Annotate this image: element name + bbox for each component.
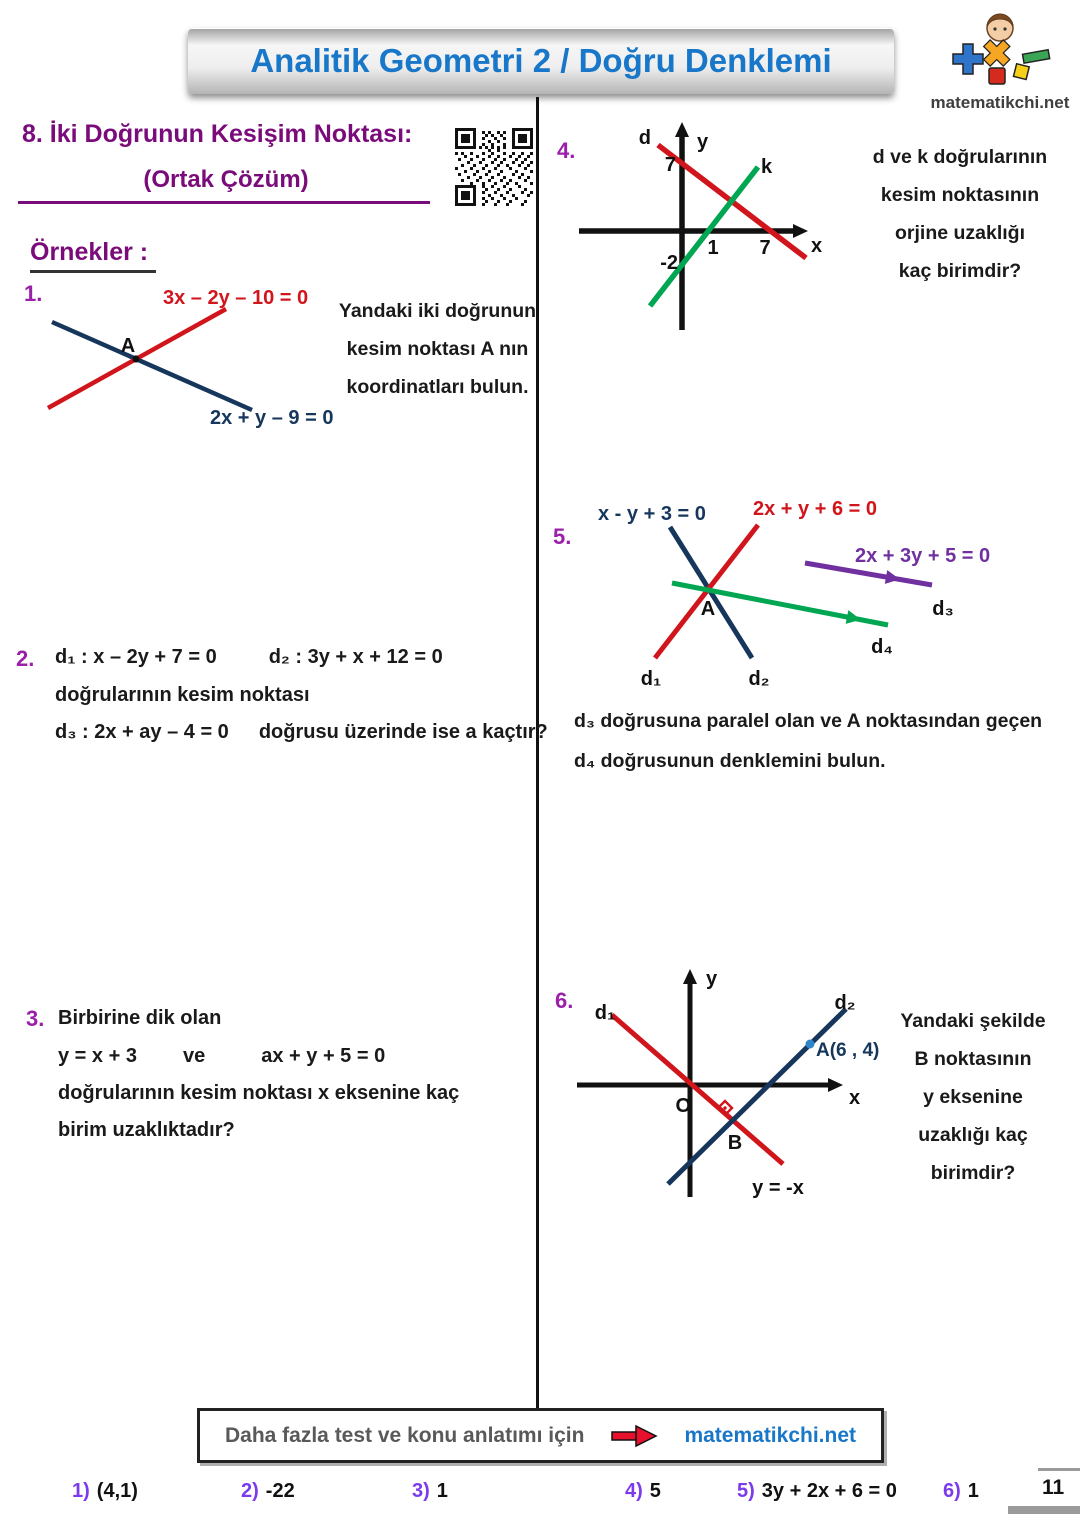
answer-1-value: (4,1) <box>96 1480 138 1502</box>
answer-4-value: 5 <box>649 1480 661 1502</box>
p2-equation-d1: d₁ : x – 2y + 7 = 0 <box>55 646 217 668</box>
problem-3-number: 3. <box>26 1006 45 1031</box>
answer-6-number: 6) <box>943 1480 961 1502</box>
p2-question: doğrusu üzerinde ise a kaçtır? <box>258 721 548 743</box>
section-underline <box>18 201 430 204</box>
answer-5 <box>737 1480 897 1503</box>
p6-text-line4: uzaklığı kaç <box>918 1124 1028 1146</box>
footer-site-link: matematikchi.net <box>684 1423 856 1447</box>
answer-2-value: -22 <box>265 1480 295 1502</box>
problem-6-number: 6. <box>555 988 574 1013</box>
p4-k-label: k <box>761 156 773 178</box>
p4-text-line1: d ve k doğrularının <box>872 146 1048 168</box>
footer-text: Daha fazla test ve konu anlatımı için <box>224 1423 585 1447</box>
p6-text-line3: y eksenine <box>923 1086 1023 1108</box>
p1-point-a-label: A <box>120 335 136 357</box>
answer-6-value: 1 <box>967 1480 979 1502</box>
answer-4-number: 4) <box>625 1480 643 1502</box>
p1-navy-line <box>52 322 252 410</box>
p4-y-arrow <box>675 122 689 137</box>
answer-4 <box>625 1480 661 1503</box>
p5-text-line1: d₃ doğrusuna paralel olan ve A noktasından geçen <box>574 710 1043 732</box>
p1-text <box>330 292 545 406</box>
logo-site-text: matematikchi.net <box>930 93 1070 112</box>
answer-1 <box>72 1480 138 1503</box>
p6-line-d1 <box>612 1015 783 1164</box>
answer-5-value: 3y + 2x + 6 = 0 <box>761 1480 897 1502</box>
p6-diagram <box>575 965 875 1205</box>
section-title: 8. İki Doğrunun Kesişim Noktası: <box>22 120 413 148</box>
p3-line4: birim uzaklıktadır? <box>58 1119 235 1141</box>
p3-equation-2: ax + y + 5 = 0 <box>261 1045 386 1067</box>
p5-d4-label: d₄ <box>871 636 893 658</box>
page-number: 11 <box>1042 1476 1065 1499</box>
problem-4-number: 4. <box>557 138 576 163</box>
problem-1-number: 1. <box>24 281 43 306</box>
p6-d2-label: d₂ <box>834 992 856 1014</box>
p4-diagram <box>575 120 827 335</box>
answer-3-value: 1 <box>436 1480 448 1502</box>
p4-tick-y7: 7 <box>664 154 676 176</box>
p1-diagram <box>40 300 275 422</box>
p4-text-line4: kaç birimdir? <box>898 260 1022 282</box>
p5-diagram <box>545 495 1080 695</box>
p3-equation-1: y = x + 3 <box>58 1045 137 1067</box>
p2-equation-d2: d₂ : 3y + x + 12 = 0 <box>268 646 443 668</box>
p1-navy-equation: 2x + y – 9 = 0 <box>210 407 334 429</box>
answer-2-number: 2) <box>241 1480 259 1502</box>
p6-d1-label: d₁ <box>594 1002 616 1024</box>
problem-2-number: 2. <box>16 646 35 671</box>
p5-purple-equation: 2x + 3y + 5 = 0 <box>855 545 991 567</box>
page-number-rule-bottom <box>1008 1506 1080 1514</box>
answer-3 <box>412 1480 448 1503</box>
answer-3-number: 3) <box>412 1480 430 1502</box>
p6-text-line1: Yandaki şekilde <box>900 1010 1046 1032</box>
footer-banner <box>197 1408 884 1463</box>
p4-tick-ym2: -2 <box>660 252 678 274</box>
p4-line-k <box>650 167 758 306</box>
p6-point-a-dot <box>806 1040 815 1049</box>
p6-origin-label: O <box>675 1095 691 1117</box>
page-number-rule-top <box>1038 1468 1080 1471</box>
p2-line2: doğrularının kesim noktası <box>55 684 310 706</box>
p6-x-arrow <box>828 1078 843 1092</box>
p6-x-label: x <box>849 1087 861 1109</box>
answer-2 <box>241 1480 295 1503</box>
p3-line3: doğrularının kesim noktası x eksenine kaç <box>58 1082 460 1104</box>
p6-y-arrow <box>683 969 697 984</box>
examples-heading: Örnekler : <box>30 238 156 273</box>
p3-ve: ve <box>182 1045 206 1067</box>
p6-red-equation: y = -x <box>752 1177 804 1199</box>
p4-text-line3: orjine uzaklığı <box>894 222 1026 244</box>
p4-tick-x7: 7 <box>759 237 771 259</box>
site-logo <box>925 10 1075 113</box>
p2-line1 <box>55 646 443 669</box>
p4-text <box>840 138 1080 290</box>
p6-text-line5: birimdir? <box>930 1162 1016 1184</box>
p6-right-angle-dot <box>723 1106 726 1109</box>
p6-y-label: y <box>706 968 718 990</box>
answer-5-number: 5) <box>737 1480 755 1502</box>
answer-6 <box>943 1480 979 1503</box>
right-arrow-icon <box>610 1424 658 1448</box>
p5-text-line2: d₄ doğrusunun denklemini bulun. <box>574 750 886 772</box>
page-title: Analitik Geometri 2 / Doğru Denklemi <box>250 42 832 79</box>
p3-line2 <box>58 1045 385 1068</box>
p3-line1: Birbirine dik olan <box>58 1007 222 1029</box>
p6-text <box>884 1002 1062 1192</box>
p5-point-a-label: A <box>700 598 716 620</box>
qr-code <box>455 128 533 206</box>
problem-5-number: 5. <box>553 524 572 549</box>
p5-red-equation: 2x + y + 6 = 0 <box>753 498 877 520</box>
p2-line3 <box>55 721 548 744</box>
p5-d2-label: d₂ <box>748 668 770 690</box>
p6-point-a-label: A(6 , 4) <box>816 1040 880 1061</box>
p6-point-b-label: B <box>727 1132 743 1154</box>
p4-x-arrow <box>793 224 808 238</box>
p5-d1-label: d₁ <box>640 668 662 690</box>
p6-text-line2: B noktasının <box>914 1048 1032 1070</box>
p4-x-label: x <box>811 235 823 257</box>
p5-d3-label: d₃ <box>932 598 954 620</box>
p4-text-line2: kesim noktasının <box>880 184 1040 206</box>
p5-line-d3 <box>805 563 932 585</box>
logo-icon <box>925 10 1075 92</box>
section-subtitle: (Ortak Çözüm) <box>143 166 309 193</box>
p6-line-d2 <box>668 1009 846 1184</box>
p1-text-line3: koordinatları bulun. <box>346 376 529 398</box>
p4-tick-x1: 1 <box>707 237 719 259</box>
answer-1-number: 1) <box>72 1480 90 1502</box>
p4-y-label: y <box>697 131 709 153</box>
p5-navy-equation: x - y + 3 = 0 <box>598 503 706 525</box>
p4-d-label: d <box>638 127 651 149</box>
p2-equation-d3: d₃ : 2x + ay – 4 = 0 <box>55 721 229 743</box>
header-banner <box>188 28 894 94</box>
p1-text-line2: kesim noktası A nın <box>346 338 529 360</box>
p1-red-equation: 3x – 2y – 10 = 0 <box>163 287 309 309</box>
p1-text-line1: Yandaki iki doğrunun <box>338 300 537 322</box>
